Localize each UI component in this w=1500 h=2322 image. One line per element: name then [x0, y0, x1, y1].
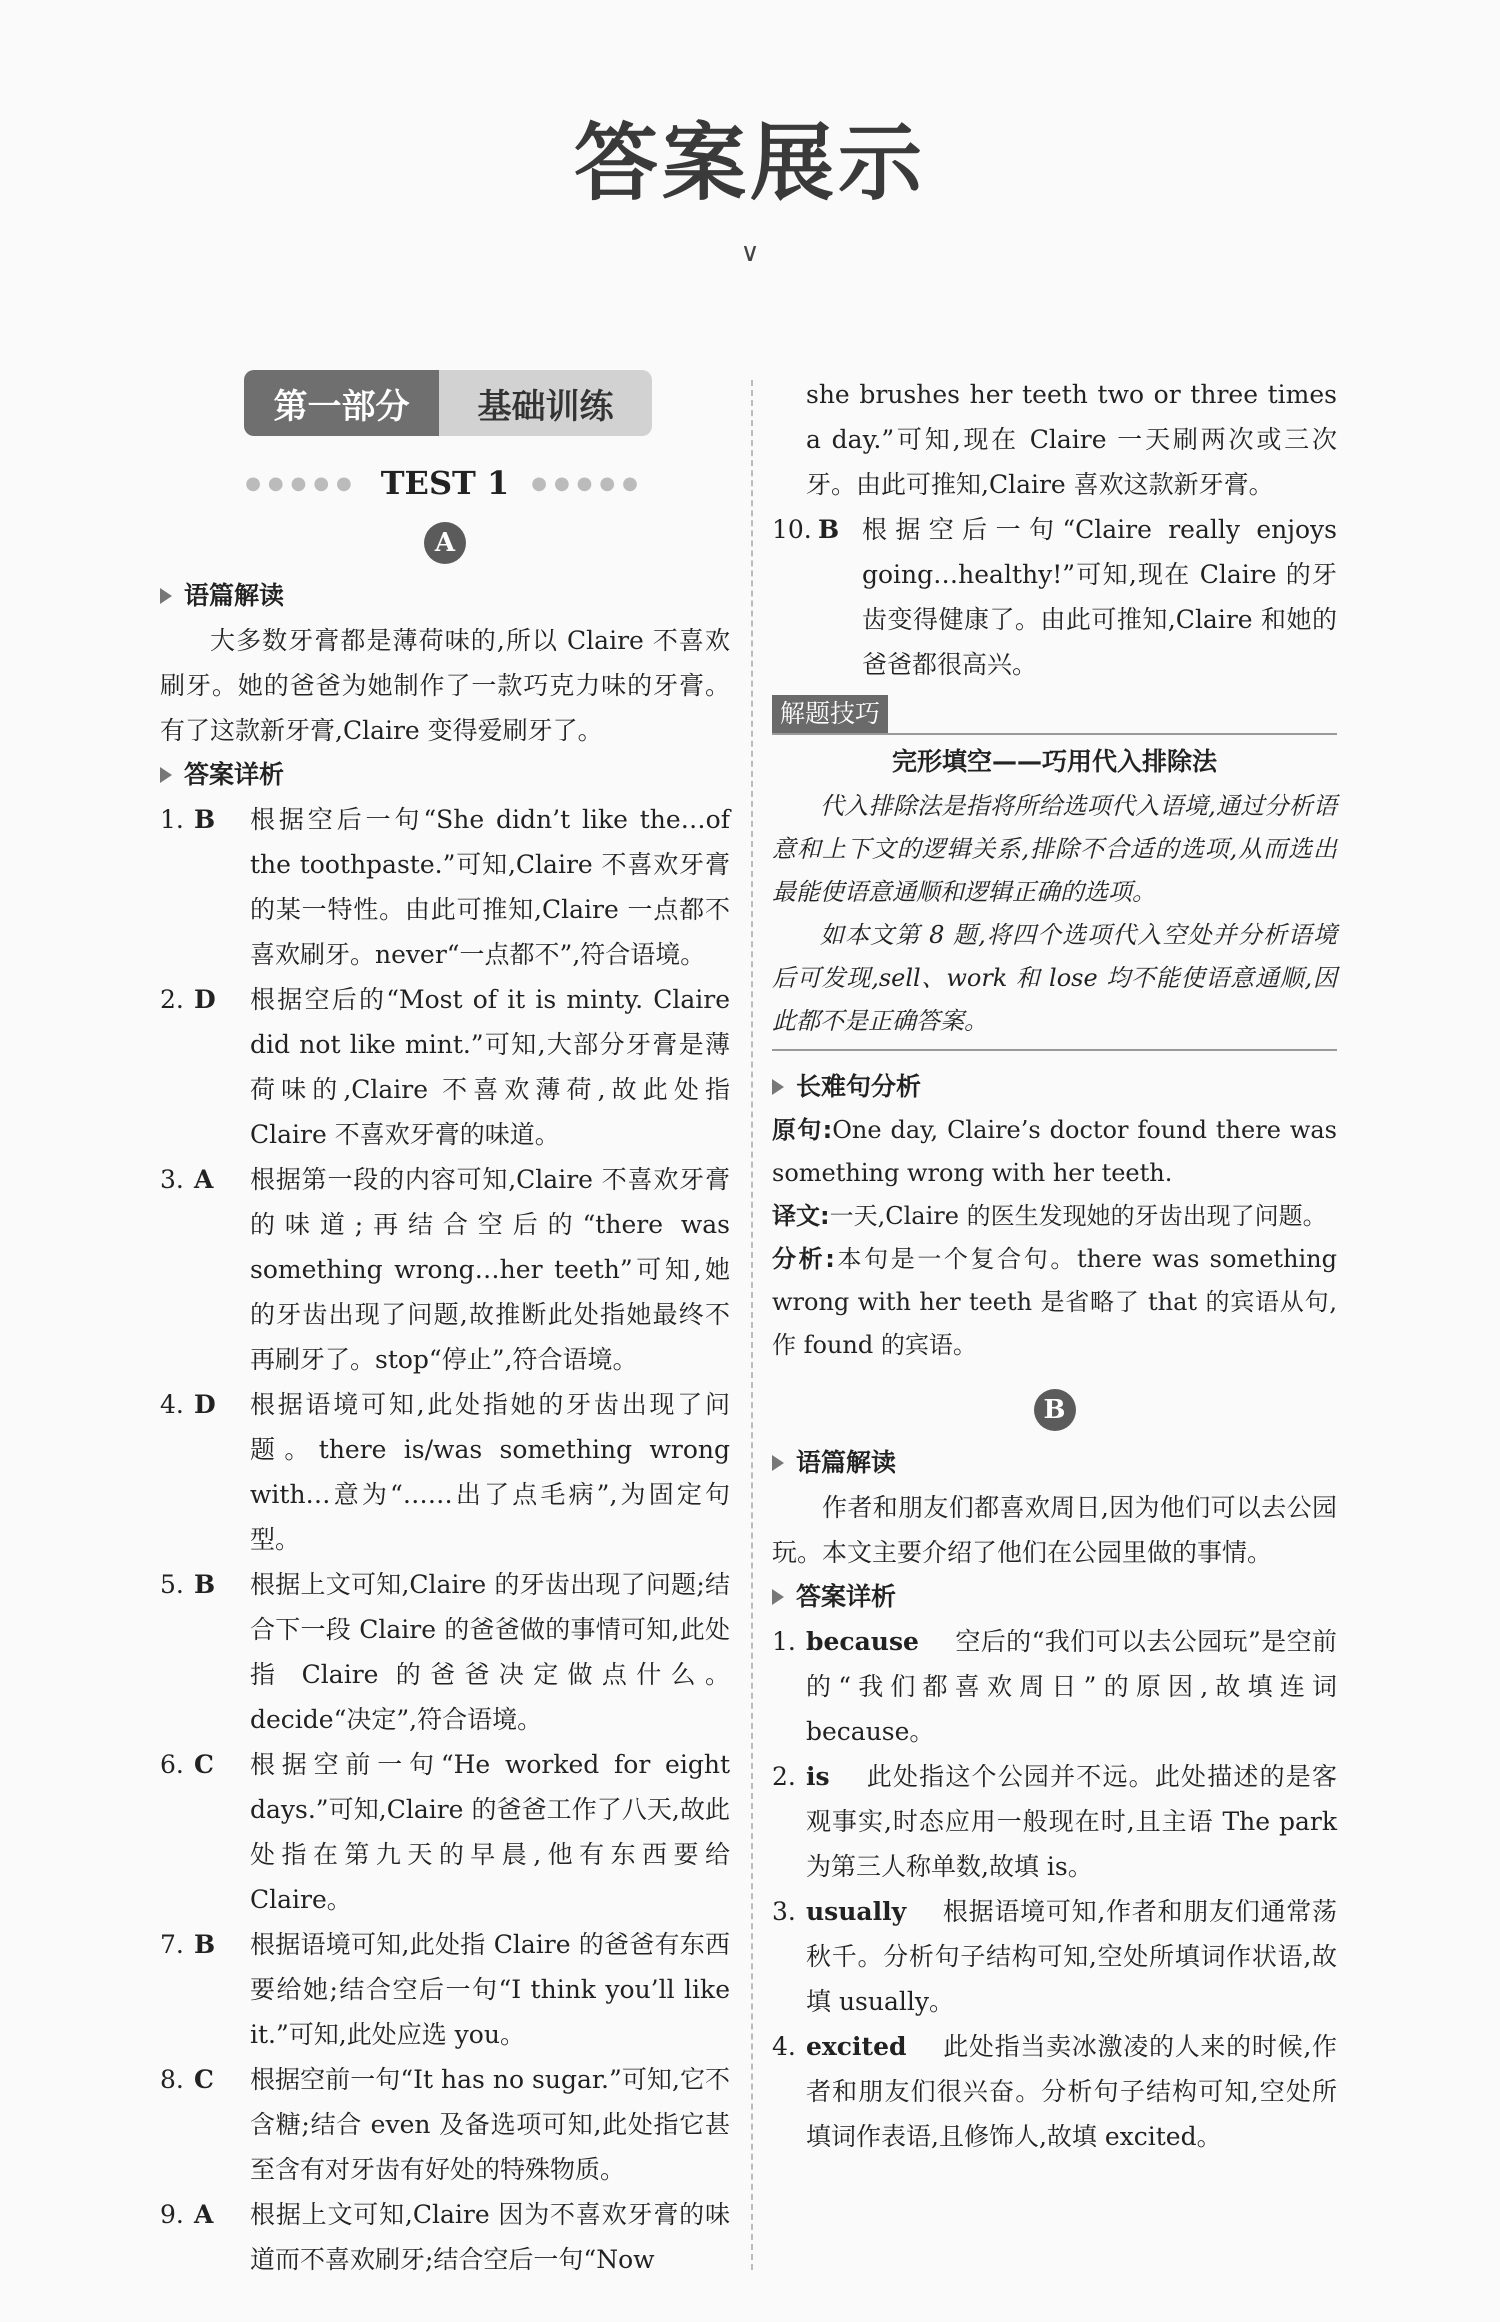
column-divider [751, 380, 753, 2270]
answer-item [160, 1562, 730, 1742]
page-title-text [564, 115, 936, 211]
answer-explanation-wrap [806, 1754, 1337, 1889]
answer-item [772, 1889, 1337, 2024]
answer-item [772, 1619, 1337, 1754]
answer-number: 2. [160, 985, 184, 1014]
original-text: One day, Claire’s doctor found there was something wrong with her teeth. [772, 1116, 1337, 1187]
triangle-bullet-icon [160, 588, 172, 604]
original-sentence [772, 1109, 1337, 1195]
dots-decoration-left: ●●●●● [245, 472, 359, 494]
answer-item [160, 977, 730, 1157]
answer-explanation: 根据上文可知,Claire 的牙齿出现了问题;结合下一段 Claire 的爸爸做的事情可知,此处指 Claire 的爸爸决定做点什么。decide“决定”,符合语境。 [250, 1570, 730, 1734]
answer-choice: A [194, 2200, 214, 2229]
answer-number: 5. [160, 1570, 184, 1599]
answer-item [772, 1754, 1337, 1889]
tip-label: 解题技巧 [772, 695, 888, 733]
answer-number: 7. [160, 1930, 184, 1959]
answers-heading-label: 答案详析 [184, 760, 285, 789]
answer-number: 2. [772, 1762, 796, 1791]
analysis-text: 本句是一个复合句。there was something wrong with her teeth 是省略了 that 的宾语从句,作 found 的宾语。 [772, 1245, 1337, 1359]
answer-choice: D [194, 1390, 216, 1419]
answer-item [160, 1742, 730, 1922]
answer-choice: B [194, 805, 216, 834]
triangle-bullet-icon [160, 767, 172, 783]
answers-heading-label: 答案详析 [796, 1582, 897, 1611]
answer-explanation: 根据第一段的内容可知,Claire 不喜欢牙膏的味道;再结合空后的“there was something wrong…her teeth”可知,她的牙齿出现了问题,故推断此处指她最终不再刷牙了。stop“停止”,符合语境。 [250, 1165, 730, 1374]
answer-item [772, 507, 1337, 687]
answer-explanation: 根据空前一句“It has no sugar.”可知,它不含糖;结合 even 及备选项可知,此处指它甚至含有对牙齿有好处的特殊物质。 [250, 2065, 730, 2184]
right-column [772, 372, 1337, 2159]
answer-explanation: 根据语境可知,作者和朋友们通常荡秋千。分析句子结构可知,空处所填词作状语,故填 usually。 [806, 1897, 1337, 2016]
test-heading [160, 458, 730, 508]
translation-sentence [772, 1195, 1337, 1238]
answer-9-continued: she brushes her teeth two or three times a day.”可知,现在 Claire 一天刷两次或三次牙。由此可推知,Claire 喜欢这款新牙膏。 [806, 380, 1337, 499]
reading-text-a: 大多数牙膏都是薄荷味的,所以 Claire 不喜欢刷牙。她的爸爸为她制作了一款巧克力味的牙膏。有了这款新牙膏,Claire 变得爱刷牙了。 [160, 626, 730, 745]
answer-explanation: 根据上文可知,Claire 因为不喜欢牙膏的味道而不喜欢刷牙;结合空后一句“Now [250, 2200, 730, 2274]
long-sentence-heading [772, 1065, 1337, 1109]
tip-label-box [772, 695, 1337, 735]
answer-item [160, 2057, 730, 2192]
answer-choice: D [194, 985, 216, 1014]
triangle-bullet-icon [772, 1589, 784, 1605]
page-title [0, 115, 1500, 211]
section-b-badge: B [1034, 1389, 1076, 1431]
answer-number: 4. [772, 2032, 796, 2061]
left-column [160, 370, 730, 2282]
answer-explanation: 根据空前一句“He worked for eight days.”可知,Claire 的爸爸工作了八天,故此处指在第九天的早晨,他有东西要给 Claire。 [250, 1750, 730, 1914]
answer-number: 10. [772, 515, 812, 544]
answer-number: 1. [160, 805, 184, 834]
answer-number: 1. [772, 1627, 796, 1656]
answer-number: 3. [772, 1897, 796, 1926]
answer-explanation: 此处指这个公园并不远。此处描述的是客观事实,时态应用一般现在时,且主语 The park 为第三人称单数,故填 is。 [806, 1762, 1337, 1881]
answer-choice: B [818, 515, 840, 544]
section-a-badge: A [424, 522, 466, 564]
answers-heading-a [160, 753, 730, 797]
reading-heading-label: 语篇解读 [184, 581, 285, 610]
answer-explanation: 根据语境可知,此处指她的牙齿出现了问题。there is/was something wrong with…意为“……出了点毛病”,为固定句型。 [250, 1390, 730, 1554]
answers-heading-b [772, 1575, 1337, 1619]
answer-choice: A [194, 1165, 214, 1194]
translation-label: 译文: [772, 1202, 830, 1230]
analysis-sentence [772, 1238, 1337, 1367]
answer-explanation: 根据空后一句“Claire really enjoys going…healthy!”可知,现在 Claire 的牙齿变得健康了。由此可推知,Claire 和她的爸爸都很高兴。 [862, 515, 1337, 679]
answer-number: 6. [160, 1750, 184, 1779]
answer-word: usually [806, 1897, 907, 1926]
part-banner [244, 370, 652, 436]
answer-word: because [806, 1627, 919, 1656]
reading-text-b: 作者和朋友们都喜欢周日,因为他们可以去公园玩。本文主要介绍了他们在公园里做的事情。 [772, 1493, 1337, 1567]
answer-word: is [806, 1762, 830, 1791]
analysis-label: 分析: [772, 1245, 835, 1273]
original-label: 原句: [772, 1116, 833, 1144]
answer-choice: B [194, 1930, 216, 1959]
reading-heading-label: 语篇解读 [796, 1448, 897, 1477]
answer-number: 8. [160, 2065, 184, 2094]
answer-item [160, 1157, 730, 1382]
answer-explanation: 此处指当卖冰激凌的人来的时候,作者和朋友们很兴奋。分析句子结构可知,空处所填词作表语,且修饰人,故填 excited。 [806, 2032, 1337, 2151]
chevron-down-icon: ∨ [740, 238, 760, 268]
part-label-a: 第一部分 [244, 370, 439, 436]
answer-explanation-wrap [806, 1619, 1337, 1754]
answer-explanation: 空后的“我们可以去公园玩”是空前的“我们都喜欢周日”的原因,故填连词 because。 [806, 1627, 1337, 1746]
tip-bottom-rule [772, 1049, 1337, 1051]
answer-item [772, 2024, 1337, 2159]
answer-item [160, 2192, 730, 2282]
part-label-b: 基础训练 [439, 370, 652, 436]
answer-item [160, 1922, 730, 2057]
answer-explanation: 根据空后的“Most of it is minty. Claire did not like mint.”可知,大部分牙膏是薄荷味的,Claire 不喜欢薄荷,故此处指 Claire 不喜欢牙膏的味道。 [250, 985, 730, 1149]
answer-number: 9. [160, 2200, 184, 2229]
triangle-bullet-icon [772, 1455, 784, 1471]
test-title: TEST 1 [380, 464, 510, 502]
answer-explanation-wrap [806, 2024, 1337, 2159]
reading-heading-b [772, 1441, 1337, 1485]
answer-explanation-wrap [806, 1889, 1337, 2024]
triangle-bullet-icon [772, 1079, 784, 1095]
answer-number: 4. [160, 1390, 184, 1419]
tip-paragraph-2: 如本文第 8 题,将四个选项代入空处并分析语境后可发现,sell、work 和 lose 均不能使语意通顺,因此都不是正确答案。 [772, 921, 1337, 1035]
dots-decoration-right: ●●●●● [531, 472, 645, 494]
long-sentence-heading-label: 长难句分析 [796, 1072, 922, 1101]
answer-explanation: 根据语境可知,此处指 Claire 的爸爸有东西要给她;结合空后一句“I think you’ll like it.”可知,此处应选 you。 [250, 1930, 730, 2049]
answer-item [160, 1382, 730, 1562]
tip-paragraph-1: 代入排除法是指将所给选项代入语境,通过分析语意和上下文的逻辑关系,排除不合适的选项,从而选出最能使语意通顺和逻辑正确的选项。 [772, 792, 1337, 906]
tip-title: 完形填空——巧用代入排除法 [891, 747, 1217, 776]
answer-explanation: 根据空后一句“She didn’t like the…of the toothpaste.”可知,Claire 不喜欢牙膏的某一特性。由此可推知,Claire 一点都不喜欢刷牙。never“一点都不”,符合语境。 [250, 805, 730, 969]
answer-item [160, 797, 730, 977]
translation-text: 一天,Claire 的医生发现她的牙齿出现了问题。 [829, 1202, 1327, 1230]
answer-choice: C [194, 1750, 214, 1779]
answer-choice: C [194, 2065, 214, 2094]
title-label: 答案展示 [573, 114, 926, 212]
reading-heading-a [160, 574, 730, 618]
answer-word: excited [806, 2032, 907, 2061]
answer-number: 3. [160, 1165, 184, 1194]
answer-choice: B [194, 1570, 216, 1599]
